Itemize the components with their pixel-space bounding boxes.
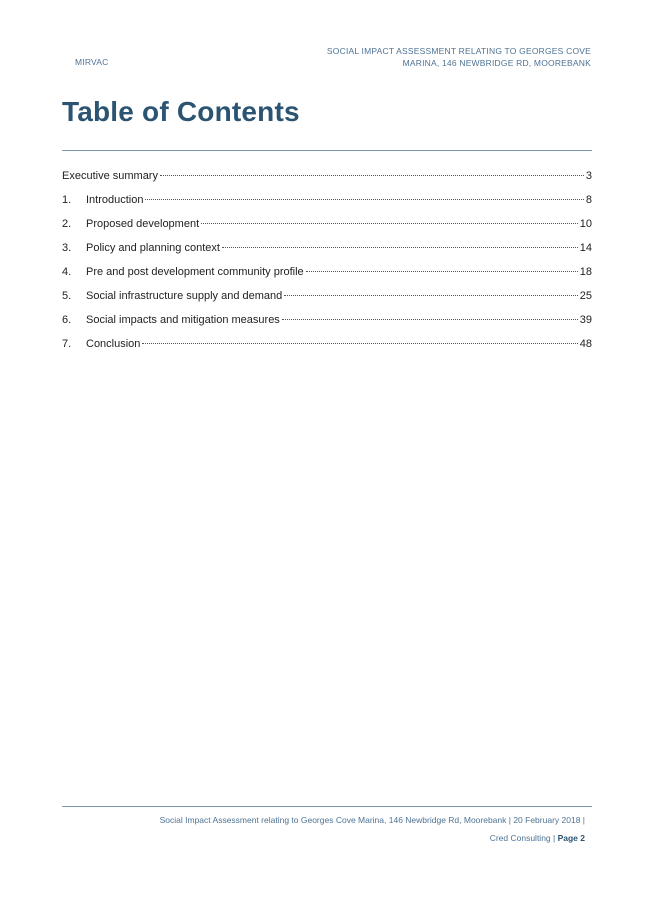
header-document-title — [327, 45, 591, 69]
footer-page-info — [490, 833, 585, 843]
table-of-contents — [62, 170, 592, 362]
footer-company: Cred Consulting — [489, 833, 551, 843]
header-company: MIRVAC — [75, 57, 109, 67]
toc-dot-leader — [282, 319, 578, 320]
toc-entry-label: Introduction — [86, 194, 144, 206]
toc-entry-introduction[interactable] — [62, 194, 592, 218]
toc-dot-leader — [306, 271, 578, 272]
toc-entry-conclusion[interactable] — [62, 338, 592, 362]
toc-dot-leader — [284, 295, 577, 296]
toc-entry-label: Social infrastructure supply and demand — [86, 290, 283, 302]
toc-entry-number: 1. — [62, 194, 72, 206]
toc-entry-page: 48 — [579, 338, 592, 350]
header-title-line-1: SOCIAL IMPACT ASSESSMENT RELATING TO GEORGES COVE — [326, 46, 591, 56]
footer-page-number: Page 2 — [557, 833, 585, 843]
toc-entry-label: Pre and post development community profile — [86, 266, 304, 278]
page-title: Table of Contents — [62, 96, 300, 127]
footer-document-info: Social Impact Assessment relating to Georges Cove Marina, 146 Newbridge Rd, Moorebank | 20 February 2018 | — [159, 815, 585, 825]
toc-entry-label: Proposed development — [86, 218, 200, 230]
toc-entry-page: 10 — [579, 218, 592, 230]
toc-entry-social-infrastructure[interactable] — [62, 290, 592, 314]
toc-entry-number: 7. — [62, 338, 72, 350]
toc-entry-social-impacts[interactable] — [62, 314, 592, 338]
footer-separator: | — [550, 833, 558, 843]
toc-entry-community-profile[interactable] — [62, 266, 592, 290]
toc-entry-number: 4. — [62, 266, 72, 278]
toc-entry-page: 39 — [579, 314, 592, 326]
toc-entry-policy-planning[interactable] — [62, 242, 592, 266]
toc-dot-leader — [145, 199, 583, 200]
toc-entry-page: 8 — [585, 194, 592, 206]
toc-entry-label: Policy and planning context — [86, 242, 220, 254]
toc-entry-page: 25 — [579, 290, 592, 302]
toc-entry-number: 5. — [62, 290, 72, 302]
toc-entry-page: 18 — [579, 266, 592, 278]
toc-entry-number: 2. — [62, 218, 72, 230]
toc-dot-leader — [160, 175, 584, 176]
toc-dot-leader — [222, 247, 578, 248]
toc-entry-label: Conclusion — [86, 338, 141, 350]
toc-entry-page: 14 — [579, 242, 592, 254]
toc-entry-page: 3 — [585, 170, 592, 182]
toc-entry-executive-summary[interactable] — [62, 170, 592, 194]
footer-divider — [62, 806, 592, 807]
header-title-line-2: MARINA, 146 NEWBRIDGE RD, MOOREBANK — [402, 58, 591, 68]
toc-dot-leader — [142, 343, 577, 344]
toc-dot-leader — [201, 223, 578, 224]
toc-entry-label: Social impacts and mitigation measures — [86, 314, 280, 326]
title-divider — [62, 150, 592, 151]
toc-entry-proposed-development[interactable] — [62, 218, 592, 242]
toc-entry-number: 6. — [62, 314, 72, 326]
toc-entry-number: 3. — [62, 242, 72, 254]
toc-entry-label: Executive summary — [62, 170, 158, 182]
